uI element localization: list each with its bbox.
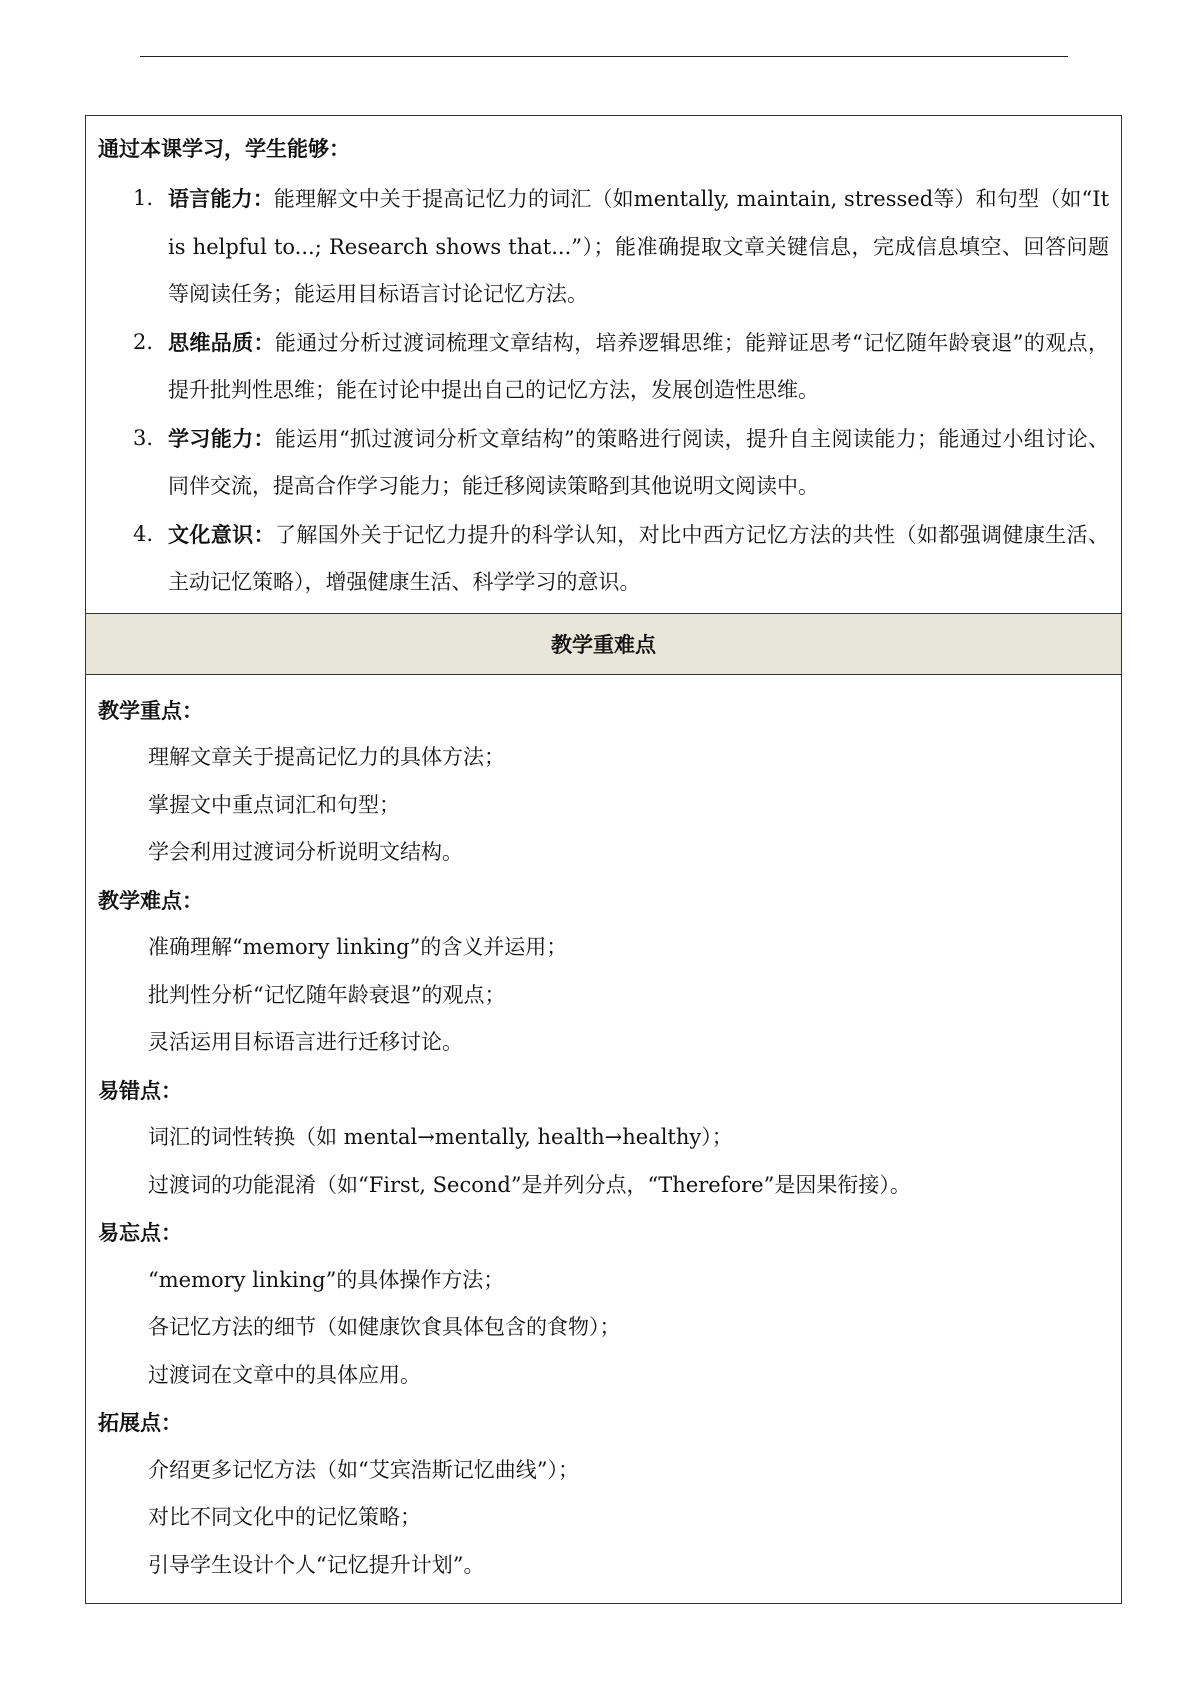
objective-term: 学习能力： — [168, 425, 275, 451]
error-prone-item: 词汇的词性转换（如 mental→mentally, health→healthy）； — [148, 1125, 733, 1149]
objective-term: 语言能力： — [168, 186, 274, 211]
key-point-item: 掌握文中重点词汇和句型； — [148, 792, 400, 817]
objective-number: 3. — [133, 425, 154, 450]
key-point-item: 学会利用过渡词分析说明文结构。 — [148, 840, 463, 864]
objective-term: 文化意识： — [168, 521, 275, 547]
key-points-cell — [86, 675, 1121, 1604]
easily-forgotten-item: 过渡词在文章中的具体应用。 — [148, 1362, 421, 1387]
objective-term: 思维品质： — [168, 329, 275, 355]
extension-item: 引导学生设计个人“记忆提升计划”。 — [148, 1552, 485, 1577]
extension-item: 介绍更多记忆方法（如“艾宾浩斯记忆曲线”）； — [148, 1457, 579, 1482]
objective-text: 能运用“抓过渡词分析文章结构”的策略进行阅读，提升自主阅读能力；能通过小组讨论、同伴交流，提高合作学习能力；能迁移阅读策略到其他说明文阅读中。 — [168, 426, 1110, 498]
easily-forgotten-item: 各记忆方法的细节（如健康饮食具体包含的食物）； — [148, 1315, 621, 1339]
objectives-intro: 通过本课学习，学生能够： — [98, 136, 350, 161]
objective-item — [98, 319, 1109, 415]
difficult-point-item: 灵活运用目标语言进行迁移讨论。 — [148, 1030, 463, 1054]
objective-item — [98, 415, 1109, 511]
key-point-item: 理解文章关于提高记忆力的具体方法； — [148, 745, 505, 769]
objective-number: 2. — [133, 329, 154, 354]
key-points-label: 教学重点： — [98, 697, 203, 723]
error-prone-item: 过渡词的功能混淆（如“First, Second”是并列分点，“Therefore”是因果衔接）。 — [148, 1172, 911, 1197]
difficult-point-item: 准确理解“memory linking”的含义并运用； — [148, 935, 568, 959]
easily-forgotten-label: 易忘点： — [98, 1220, 182, 1245]
objective-number: 4. — [133, 521, 154, 546]
difficult-point-item: 批判性分析“记忆随年龄衰退”的观点； — [148, 982, 506, 1007]
objectives-list — [98, 175, 1109, 607]
objective-item — [98, 511, 1109, 607]
objective-item — [98, 175, 1109, 319]
lesson-plan-table — [85, 115, 1122, 1604]
objective-number: 1. — [133, 186, 154, 210]
extension-item: 对比不同文化中的记忆策略； — [148, 1505, 421, 1529]
easily-forgotten-item: “memory linking”的具体操作方法； — [148, 1267, 505, 1292]
objective-text: 了解国外关于记忆力提升的科学认知，对比中西方记忆方法的共性（如都强调健康生活、主动记忆策略），增强健康生活、科学学习的意识。 — [168, 522, 1110, 594]
objectives-cell — [86, 116, 1121, 614]
objective-text: 能通过分析过渡词梳理文章结构，培养逻辑思维；能辩证思考“记忆随年龄衰退”的观点，提升批判性思维；能在讨论中提出自己的记忆方法，发展创造性思维。 — [168, 330, 1110, 402]
difficult-points-label: 教学难点： — [98, 887, 203, 913]
error-prone-label: 易错点： — [98, 1077, 182, 1103]
header-rule — [140, 56, 1068, 57]
objective-text: 能理解文中关于提高记忆力的词汇（如mentally, maintain, stressed等）和句型（如“It is helpful to...; Research shows that...”）；能准确提取文章关键信息，完成信息填空、回答问题等阅读任务；能运用目标语言讨论记忆方法。 — [168, 187, 1110, 306]
section-heading: 教学重难点 — [86, 614, 1121, 675]
extension-label: 拓展点： — [98, 1410, 182, 1435]
